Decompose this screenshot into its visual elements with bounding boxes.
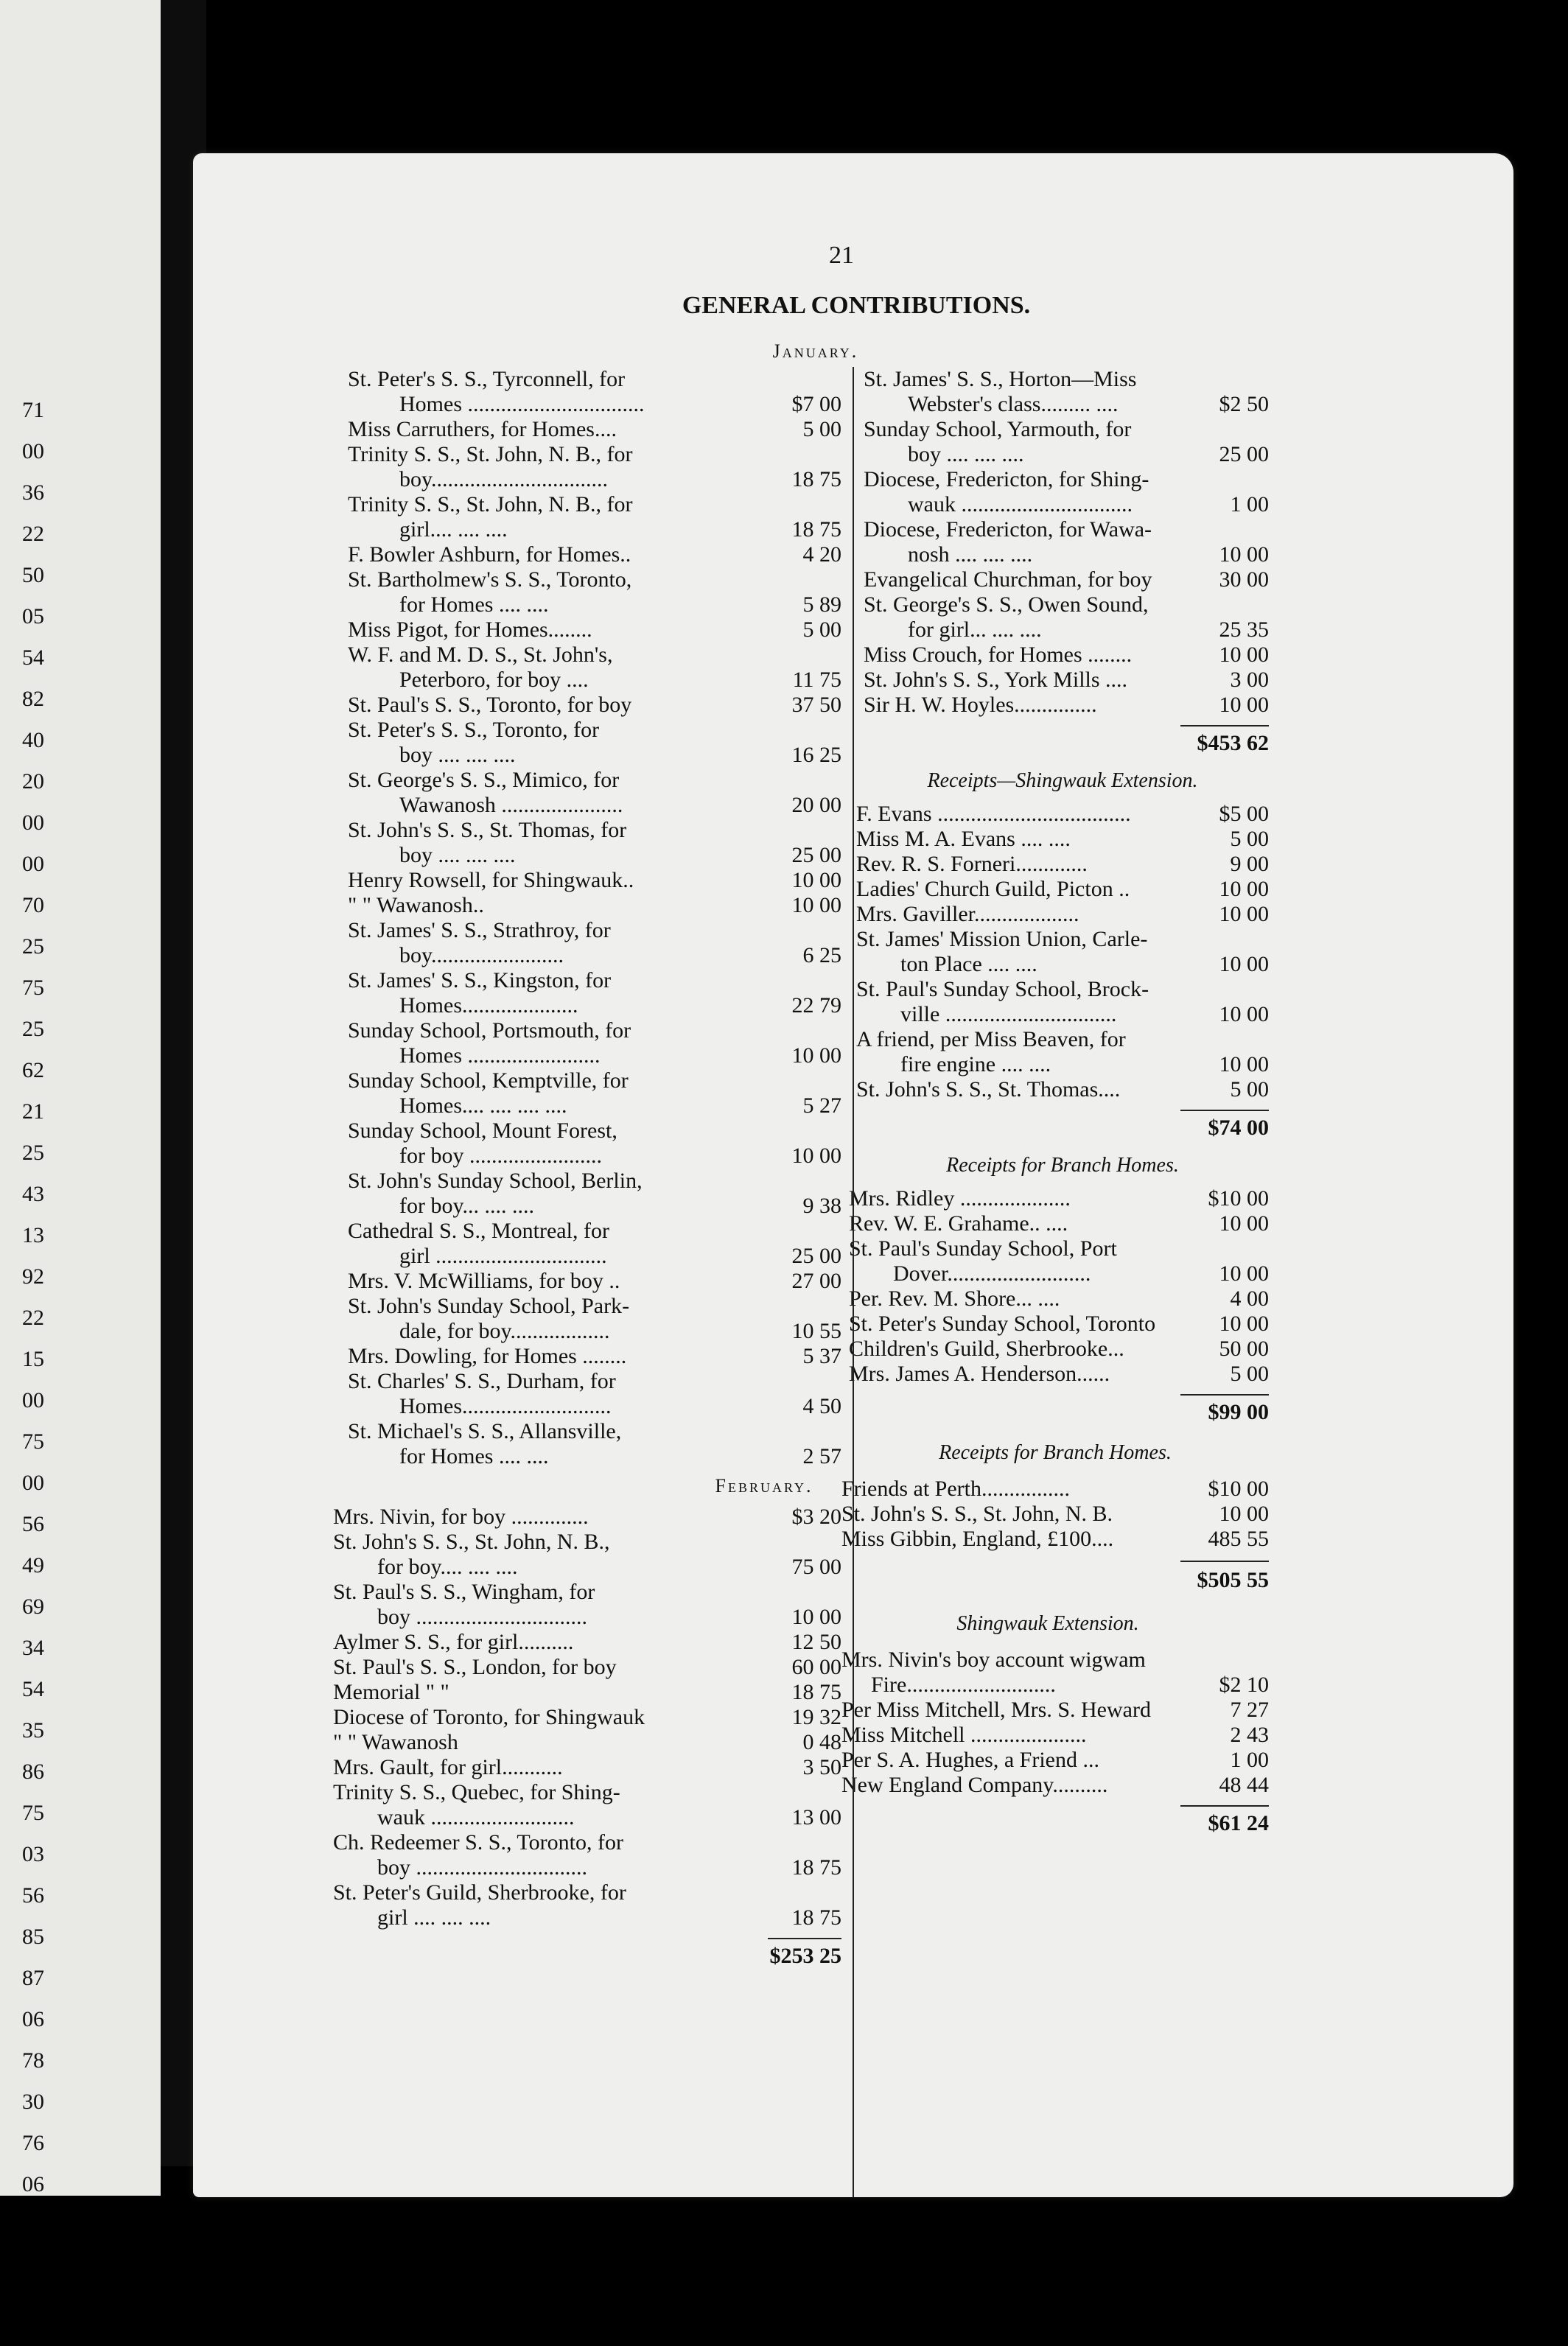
entry-text: for Homes .... .... xyxy=(399,1444,549,1468)
entry-text: St. John's S. S., York Mills .... xyxy=(864,668,1128,692)
entry-text: F. Evans ................................... xyxy=(856,802,1131,826)
margin-amount: 25 xyxy=(22,934,44,959)
entry-amount: 10 00 xyxy=(1219,542,1269,567)
entry-amount: $5 00 xyxy=(1219,802,1269,826)
entry-amount: 25 35 xyxy=(1219,617,1269,642)
entry-text: St. James' S. S., Strathroy, for xyxy=(348,918,611,942)
margin-amount: 54 xyxy=(22,645,44,670)
total-rule xyxy=(1180,725,1269,726)
entry-text: Homes..................... xyxy=(399,993,578,1018)
entry-text: ville ............................... xyxy=(900,1002,1117,1026)
margin-amount: 20 xyxy=(22,769,44,794)
margin-amount: 35 xyxy=(22,1718,44,1743)
entry-amount: 4 00 xyxy=(1230,1286,1269,1311)
entry-text: Mrs. Dowling, for Homes ........ xyxy=(348,1344,627,1368)
margin-amount: 22 xyxy=(22,522,44,546)
margin-amount: 15 xyxy=(22,1347,44,1371)
entry-amount: 10 00 xyxy=(1219,1052,1269,1076)
margin-amount: 34 xyxy=(22,1636,44,1660)
entry-text: St. Peter's S. S., Tyrconnell, for xyxy=(348,367,626,391)
entry-amount: 0 48 xyxy=(802,1730,841,1754)
entry-text: St. Peter's S. S., Toronto, for xyxy=(348,718,600,742)
entry-amount: 27 00 xyxy=(791,1269,841,1293)
entry-text: Dover.......................... xyxy=(893,1261,1091,1286)
entry-text: St. Paul's S. S., Toronto, for boy xyxy=(348,693,632,717)
margin-amount: 75 xyxy=(22,1429,44,1454)
entry-amount: 12 50 xyxy=(791,1630,841,1654)
margin-amount: 92 xyxy=(22,1264,44,1289)
entry-text: Children's Guild, Sherbrooke... xyxy=(849,1337,1124,1361)
entry-text: Mrs. Nivin's boy account wigwam xyxy=(841,1648,1146,1672)
entry-amount: 3 50 xyxy=(802,1755,841,1779)
margin-amount: 43 xyxy=(22,1182,44,1206)
entry-amount: $10 00 xyxy=(1208,1186,1269,1211)
entry-text: St. John's S. S., St. Thomas.... xyxy=(856,1077,1121,1102)
entry-text: St. Charles' S. S., Durham, for xyxy=(348,1369,616,1393)
entry-amount: 11 75 xyxy=(792,668,841,692)
entry-text: St. George's S. S., Mimico, for xyxy=(348,768,620,792)
margin-amount: 87 xyxy=(22,1966,44,1990)
entry-text: Miss Gibbin, England, £100.... xyxy=(841,1527,1114,1551)
entry-text: St. Paul's Sunday School, Brock- xyxy=(856,977,1149,1001)
section-title: Receipts for Branch Homes. xyxy=(939,1441,1172,1464)
entry-text: Rev. W. E. Grahame.. .... xyxy=(849,1211,1068,1236)
entry-amount: 48 44 xyxy=(1219,1773,1269,1797)
entry-text: Trinity S. S., St. John, N. B., for xyxy=(348,442,633,466)
section-total: $99 00 xyxy=(1208,1400,1269,1424)
entry-amount: 5 37 xyxy=(802,1344,841,1368)
entry-text: " " Wawanosh.. xyxy=(348,893,484,917)
entry-amount: $2 50 xyxy=(1219,392,1269,416)
entry-amount: 75 00 xyxy=(791,1555,841,1579)
margin-amount: 06 xyxy=(22,2007,44,2031)
margin-amount: 03 xyxy=(22,1842,44,1866)
entry-text: boy .... .... .... xyxy=(908,442,1024,466)
entry-amount: 25 00 xyxy=(791,1244,841,1268)
total-rule xyxy=(1180,1394,1269,1396)
entry-text: Diocese, Fredericton, for Wawa- xyxy=(864,517,1152,542)
entry-text: " " Wawanosh xyxy=(333,1730,458,1754)
entry-amount: 5 00 xyxy=(1230,1362,1269,1386)
entry-text: Ladies' Church Guild, Picton .. xyxy=(856,877,1130,901)
entry-amount: 5 89 xyxy=(802,592,841,617)
entry-text: for boy... .... .... xyxy=(399,1194,535,1218)
entry-amount: 60 00 xyxy=(791,1655,841,1679)
margin-amount: 05 xyxy=(22,604,44,628)
margin-amount: 56 xyxy=(22,1512,44,1536)
entry-amount: 30 00 xyxy=(1219,567,1269,592)
entry-amount: 2 43 xyxy=(1230,1723,1269,1747)
entry-text: for Homes .... .... xyxy=(399,592,549,617)
section-header-january: January. xyxy=(772,340,859,362)
entry-text: girl .... .... .... xyxy=(377,1905,491,1930)
entry-text: boy .... .... .... xyxy=(399,743,516,767)
entry-text: boy ............................... xyxy=(377,1605,587,1629)
entry-amount: 10 00 xyxy=(791,1144,841,1168)
entry-text: Sunday School, Mount Forest, xyxy=(348,1118,617,1143)
entry-text: Mrs. V. McWilliams, for boy .. xyxy=(348,1269,620,1293)
entry-amount: 3 00 xyxy=(1230,668,1269,692)
entry-text: Mrs. Gaviller................... xyxy=(856,902,1079,926)
margin-amount: 82 xyxy=(22,687,44,711)
entry-text: boy ............................... xyxy=(377,1855,587,1880)
entry-text: St. John's Sunday School, Park- xyxy=(348,1294,630,1318)
entry-text: St. George's S. S., Owen Sound, xyxy=(864,592,1149,617)
entry-amount: 2 57 xyxy=(802,1444,841,1468)
page-number: 21 xyxy=(829,242,854,269)
entry-text: St. John's S. S., St. John, N. B., xyxy=(333,1530,610,1554)
entry-text: fire engine .... .... xyxy=(900,1052,1051,1076)
entry-amount: 5 00 xyxy=(802,617,841,642)
entry-text: Miss Crouch, for Homes ........ xyxy=(864,642,1133,667)
entry-amount: 19 32 xyxy=(791,1705,841,1729)
margin-amount: 00 xyxy=(22,1388,44,1412)
entry-text: Mrs. James A. Henderson...... xyxy=(849,1362,1110,1386)
entry-amount: 1 00 xyxy=(1230,1748,1269,1772)
entry-amount: 5 00 xyxy=(1230,1077,1269,1102)
entry-amount: 10 00 xyxy=(791,893,841,917)
entry-text: Trinity S. S., St. John, N. B., for xyxy=(348,492,633,517)
margin-amount: 69 xyxy=(22,1594,44,1619)
entry-amount: $10 00 xyxy=(1208,1477,1269,1501)
section-title: Receipts—Shingwauk Extension. xyxy=(927,769,1198,792)
entry-amount: 10 00 xyxy=(1219,1261,1269,1286)
entry-text: Sunday School, Kemptville, for xyxy=(348,1068,629,1093)
margin-amount: 00 xyxy=(22,810,44,835)
entry-text: for boy ........................ xyxy=(399,1144,602,1168)
entry-text: Mrs. Nivin, for boy .............. xyxy=(333,1505,589,1529)
entry-text: Friends at Perth................ xyxy=(841,1477,1070,1501)
margin-amount: 40 xyxy=(22,728,44,752)
margin-amount: 76 xyxy=(22,2131,44,2155)
entry-text: St. Peter's Sunday School, Toronto xyxy=(849,1312,1156,1336)
entry-text: St. Bartholmew's S. S., Toronto, xyxy=(348,567,632,592)
entry-amount: 10 00 xyxy=(1219,1002,1269,1026)
entry-amount: 9 00 xyxy=(1230,852,1269,876)
section-title: Shingwauk Extension. xyxy=(956,1612,1139,1635)
entry-text: boy .... .... .... xyxy=(399,843,516,867)
section-total: $74 00 xyxy=(1208,1116,1269,1140)
entry-amount: $7 00 xyxy=(791,392,841,416)
margin-amount: 36 xyxy=(22,480,44,505)
entry-amount: 10 55 xyxy=(791,1319,841,1343)
entry-text: St. John's S. S., St. John, N. B. xyxy=(841,1502,1113,1526)
section-total: $61 24 xyxy=(1208,1811,1269,1835)
entry-text: Aylmer S. S., for girl.......... xyxy=(333,1630,574,1654)
entry-text: Mrs. Gault, for girl........... xyxy=(333,1755,563,1779)
entry-text: Rev. R. S. Forneri............. xyxy=(856,852,1088,876)
entry-amount: 9 38 xyxy=(802,1194,841,1218)
entry-text: Henry Rowsell, for Shingwauk.. xyxy=(348,868,634,892)
entry-amount: 10 00 xyxy=(1219,877,1269,901)
total-rule xyxy=(768,1938,841,1939)
entry-text: Sir H. W. Hoyles............... xyxy=(864,693,1097,717)
entry-text: Mrs. Ridley .................... xyxy=(849,1186,1071,1211)
entry-text: Evangelical Churchman, for boy xyxy=(864,567,1152,592)
total-rule xyxy=(1180,1561,1269,1562)
entry-amount: 1 00 xyxy=(1230,492,1269,517)
entry-text: St. Paul's Sunday School, Port xyxy=(849,1236,1117,1261)
entry-text: Sunday School, Portsmouth, for xyxy=(348,1018,631,1043)
entry-amount: 13 00 xyxy=(791,1805,841,1829)
total-rule xyxy=(1180,1110,1269,1111)
entry-amount: $2 10 xyxy=(1219,1673,1269,1697)
margin-amount: 62 xyxy=(22,1058,44,1082)
entry-text: boy........................ xyxy=(399,943,564,967)
margin-amount: 13 xyxy=(22,1223,44,1247)
section-total: $505 55 xyxy=(1197,1568,1269,1592)
entry-text: New England Company.......... xyxy=(841,1773,1108,1797)
entry-text: St. James' S. S., Kingston, for xyxy=(348,968,612,992)
column-divider xyxy=(853,367,854,2197)
entry-text: wauk .......................... xyxy=(377,1805,575,1829)
margin-amount: 75 xyxy=(22,976,44,1000)
entry-amount: 10 00 xyxy=(1219,1502,1269,1526)
entry-amount: 5 27 xyxy=(802,1093,841,1118)
margin-amount: 71 xyxy=(22,398,44,422)
entry-amount: 10 00 xyxy=(1219,902,1269,926)
entry-text: Wawanosh ...................... xyxy=(399,793,623,817)
entry-text: ton Place .... .... xyxy=(900,952,1037,976)
entry-amount: 10 00 xyxy=(1219,952,1269,976)
entry-text: nosh .... .... .... xyxy=(908,542,1033,567)
entry-text: Homes ................................ xyxy=(399,392,645,416)
entry-text: W. F. and M. D. S., St. John's, xyxy=(348,642,613,667)
entry-amount: 37 50 xyxy=(791,693,841,717)
margin-amount: 25 xyxy=(22,1017,44,1041)
entry-text: A friend, per Miss Beaven, for xyxy=(856,1027,1126,1051)
entry-amount: 16 25 xyxy=(791,743,841,767)
entry-text: Peterboro, for boy .... xyxy=(399,668,589,692)
margin-amount: 22 xyxy=(22,1306,44,1330)
entry-text: St. Michael's S. S., Allansville, xyxy=(348,1419,622,1443)
entry-amount: 7 27 xyxy=(1230,1698,1269,1722)
entry-text: Miss M. A. Evans .... .... xyxy=(856,827,1071,851)
entry-amount: 5 00 xyxy=(1230,827,1269,851)
entry-text: Webster's class......... .... xyxy=(908,392,1119,416)
entry-text: Trinity S. S., Quebec, for Shing- xyxy=(333,1780,620,1804)
margin-amount: 00 xyxy=(22,1471,44,1495)
margin-amount: 00 xyxy=(22,852,44,876)
entry-text: Miss Mitchell ..................... xyxy=(841,1723,1087,1747)
margin-amount: 25 xyxy=(22,1141,44,1165)
entry-amount: 10 00 xyxy=(791,1043,841,1068)
entry-text: St. Peter's Guild, Sherbrooke, for xyxy=(333,1880,626,1905)
entry-text: girl ............................... xyxy=(399,1244,607,1268)
entry-amount: 25 00 xyxy=(1219,442,1269,466)
document-page xyxy=(193,153,1513,2197)
entry-text: wauk ............................... xyxy=(908,492,1133,517)
margin-amount: 06 xyxy=(22,2172,44,2196)
margin-amount: 85 xyxy=(22,1925,44,1949)
entry-text: Homes........................... xyxy=(399,1394,612,1418)
entry-text: Diocese, Fredericton, for Shing- xyxy=(864,467,1149,491)
total-rule xyxy=(1180,1805,1269,1807)
entry-text: Cathedral S. S., Montreal, for xyxy=(348,1219,609,1243)
entry-amount: 6 25 xyxy=(802,943,841,967)
entry-text: Ch. Redeemer S. S., Toronto, for xyxy=(333,1830,623,1855)
entry-amount: 10 00 xyxy=(1219,693,1269,717)
margin-amount: 00 xyxy=(22,439,44,463)
margin-amount: 86 xyxy=(22,1760,44,1784)
section-total: $453 62 xyxy=(1197,731,1269,755)
page-title: GENERAL CONTRIBUTIONS. xyxy=(682,292,1031,319)
entry-text: Per Miss Mitchell, Mrs. S. Heward xyxy=(841,1698,1151,1722)
entry-amount: 5 00 xyxy=(802,417,841,441)
margin-amount: 70 xyxy=(22,893,44,917)
entry-amount: 10 00 xyxy=(1219,642,1269,667)
entry-amount: 10 00 xyxy=(791,868,841,892)
entry-amount: 20 00 xyxy=(791,793,841,817)
section-title: Receipts for Branch Homes. xyxy=(946,1154,1179,1177)
entry-text: boy................................ xyxy=(399,467,609,491)
entry-text: F. Bowler Ashburn, for Homes.. xyxy=(348,542,631,567)
section-header-february: February. xyxy=(715,1475,813,1496)
entry-text: Homes ........................ xyxy=(399,1043,601,1068)
entry-amount: 22 79 xyxy=(791,993,841,1018)
entry-amount: 10 00 xyxy=(1219,1211,1269,1236)
entry-amount: 18 75 xyxy=(791,467,841,491)
entry-amount: $3 20 xyxy=(791,1505,841,1529)
margin-amount: 54 xyxy=(22,1677,44,1701)
entry-amount: 25 00 xyxy=(791,843,841,867)
facing-page-fragment xyxy=(0,0,161,2196)
entry-amount: 4 20 xyxy=(802,542,841,567)
margin-amount: 49 xyxy=(22,1553,44,1578)
entry-amount: 18 75 xyxy=(791,1905,841,1930)
entry-text: St. John's S. S., St. Thomas, for xyxy=(348,818,627,842)
margin-amount: 21 xyxy=(22,1099,44,1124)
entry-text: St. John's Sunday School, Berlin, xyxy=(348,1169,643,1193)
entry-amount: 18 75 xyxy=(791,517,841,542)
entry-text: for girl... .... .... xyxy=(908,617,1042,642)
entry-text: Sunday School, Yarmouth, for xyxy=(864,417,1132,441)
entry-text: St. James' Mission Union, Carle- xyxy=(856,927,1148,951)
margin-amount: 56 xyxy=(22,1883,44,1908)
column-total: $253 25 xyxy=(769,1944,841,1968)
entry-text: Fire........................... xyxy=(871,1673,1056,1697)
entry-text: dale, for boy.................. xyxy=(399,1319,610,1343)
entry-text: Homes.... .... .... .... xyxy=(399,1093,567,1118)
margin-amount: 75 xyxy=(22,1801,44,1825)
entry-text: Memorial " " xyxy=(333,1680,449,1704)
margin-amount: 30 xyxy=(22,2090,44,2114)
entry-text: girl.... .... .... xyxy=(399,517,508,542)
entry-text: Miss Pigot, for Homes........ xyxy=(348,617,592,642)
entry-text: Diocese of Toronto, for Shingwauk xyxy=(333,1705,645,1729)
entry-text: Per S. A. Hughes, a Friend ... xyxy=(841,1748,1099,1772)
entry-amount: 10 00 xyxy=(791,1605,841,1629)
entry-amount: 50 00 xyxy=(1219,1337,1269,1361)
entry-amount: 10 00 xyxy=(1219,1312,1269,1336)
entry-text: St. Paul's S. S., Wingham, for xyxy=(333,1580,595,1604)
entry-text: St. Paul's S. S., London, for boy xyxy=(333,1655,617,1679)
margin-amount: 78 xyxy=(22,2048,44,2073)
entry-amount: 485 55 xyxy=(1208,1527,1269,1551)
entry-amount: 4 50 xyxy=(802,1394,841,1418)
entry-amount: 18 75 xyxy=(791,1855,841,1880)
entry-text: for boy.... .... .... xyxy=(377,1555,518,1579)
entry-amount: 18 75 xyxy=(791,1680,841,1704)
margin-amount: 50 xyxy=(22,563,44,587)
entry-text: Per. Rev. M. Shore... .... xyxy=(849,1286,1060,1311)
entry-text: Miss Carruthers, for Homes.... xyxy=(348,417,617,441)
entry-text: St. James' S. S., Horton—Miss xyxy=(864,367,1137,391)
